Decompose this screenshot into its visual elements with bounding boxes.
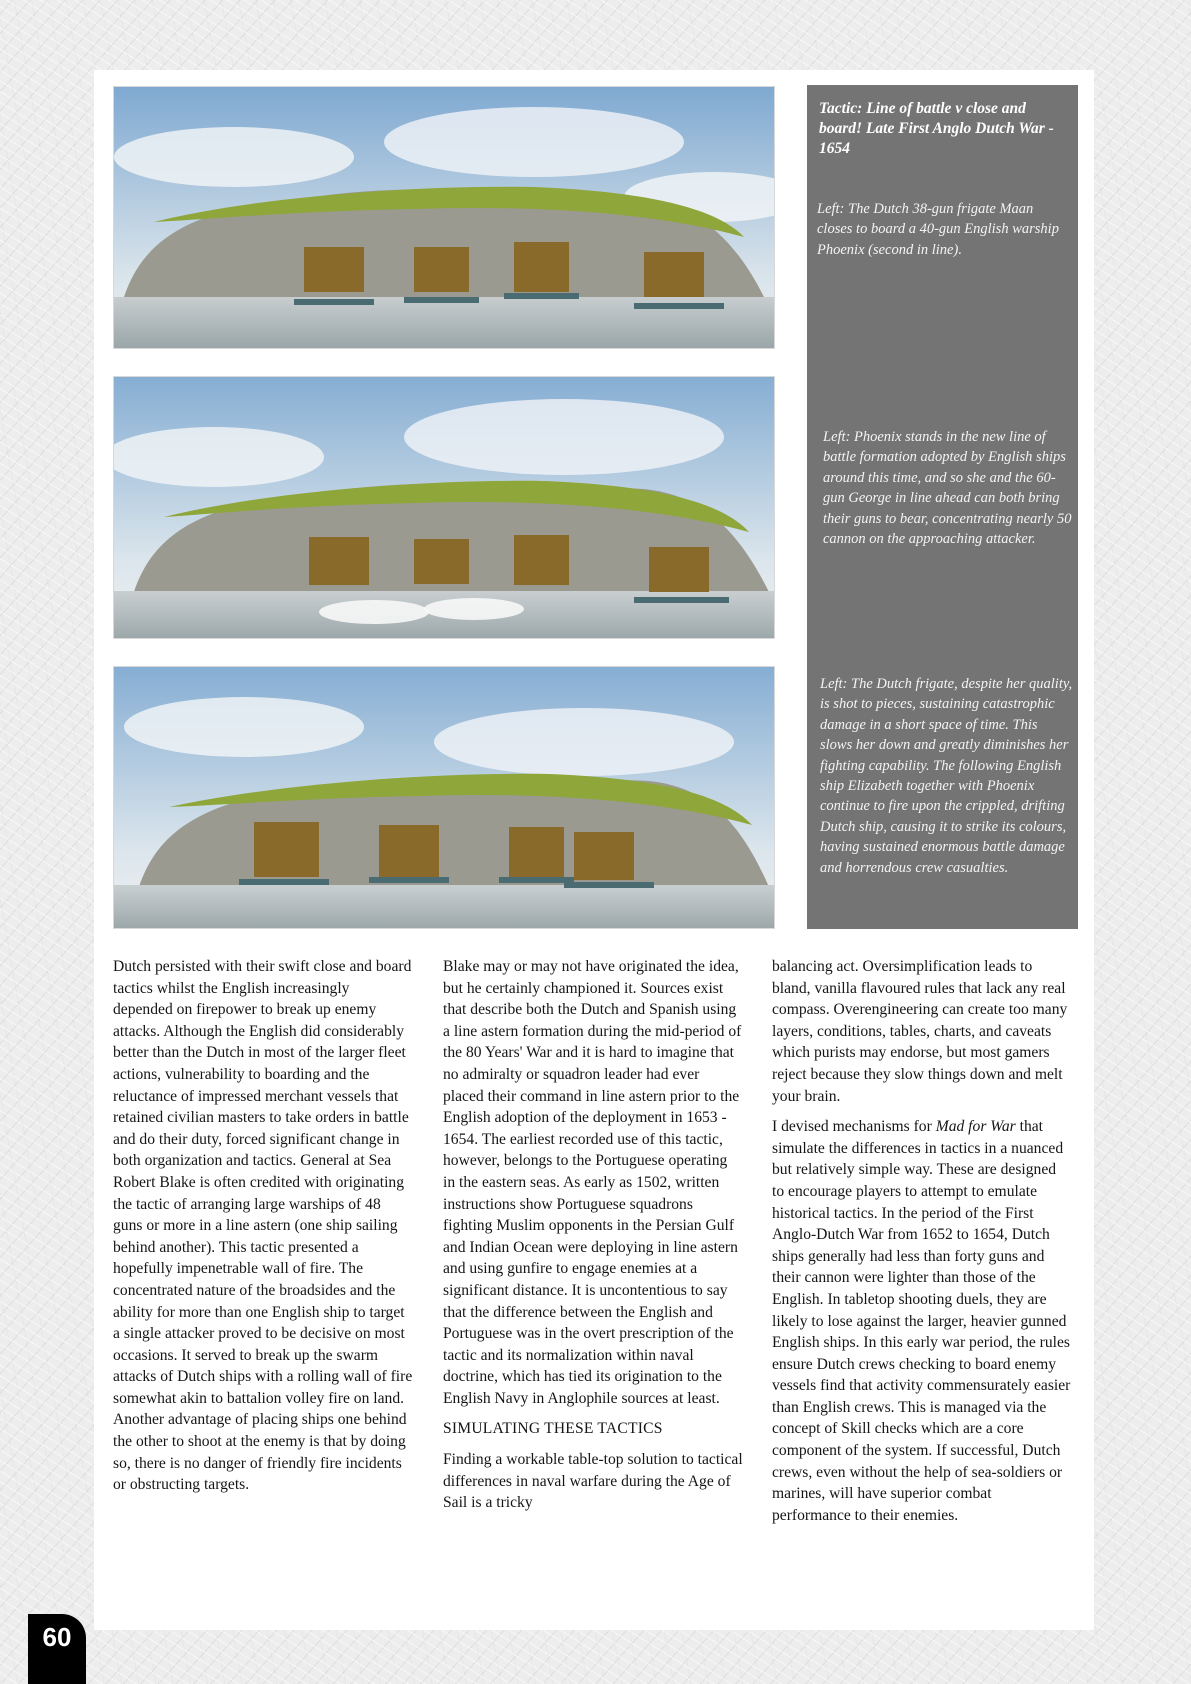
article-paragraph: Blake may or may not have originated the idea, but he certainly championed it. Sources exist that describe both the Dutch and Spanish using a line astern formation during the mid-period of the 80 Years' War and it is hard to imagine that no admiralty or squadron leader had ever placed their command in line astern prior to the English adoption of the deployment in 1653 - 1654. The earliest recorded use of this tactic, however, belongs to the Portuguese operating in the eastern seas. As early as 1502, written instructions show Portuguese squadrons fighting Muslim opponents in the Persian Gulf and Indian Ocean were deploying in line astern and using gunfire to engage enemies at a significant distance. It is uncontentious to say that the difference between the English and Portuguese was in the overt prescription of the tactic and its normalization within naval doctrine, which has tied its origination to the English Navy in Anglophile sources at least. [443,958,742,1407]
article-column-1 [113,956,413,1505]
article-paragraph [772,1116,1072,1526]
article-text: I devised mechanisms for [772,1118,936,1136]
section-heading: SIMULATING THESE TACTICS [443,1420,663,1438]
article-column-2 [443,956,743,1523]
photo-ships-approach [113,86,775,349]
caption-2: Left: Phoenix stands in the new line of battle formation adopted by English ships around this time, and so she and the 60-gun George in line ahead can both bring their guns to bear, concentrating nearly 50 cannon on the approaching attacker. [823,429,1072,548]
photo-ships-approach-image [114,87,774,348]
page-number-tab [28,1614,86,1684]
caption-3: Left: The Dutch frigate, despite her quality, is shot to pieces, sustaining catastrophic damage in a short space of time. This slows her down and greatly diminishes her fighting capability. The following English ship Elizabeth together with Phoenix continue to fire upon the crippled, drifting Dutch ship, causing it to strike its colours, having sustained enormous battle damage and horrendous crew casualties. [820,676,1073,876]
caption-1: Left: The Dutch 38-gun frigate Maan closes to board a 40-gun English warship Phoenix (second in line). [817,201,1059,258]
article-text: that simulate the differences in tactics in a nuanced but relatively simple way. These are designed to encourage players to attempt to emulate historical tactics. In the period of the First Anglo-Dutch War from 1652 to 1654, Dutch ships generally had less than forty guns and their cannon were lighter than those of the English. In tabletop shooting duels, they are likely to lose against the larger, heavier gunned English ships. In this early war period, the rules ensure Dutch crews checking to board enemy vessels find that activity commensurately easier than English crews. This is managed via the concept of Skill checks which are a core component of the system. If successful, Dutch crews, even without the help of sea-soldiers or marines, will have superior combat performance to their enemies. [772,1118,1071,1524]
article-paragraph: balancing act. Oversimplification leads to bland, vanilla flavoured rules that lack any real compass. Overengineering can create too many layers, conditions, tables, charts, and caveats which purists may endorse, but most gamers reject because they slow things down and melt your brain. [772,958,1068,1105]
article-column-3 [772,956,1072,1535]
game-title: Mad for War [935,1118,1016,1136]
photo-dutch-frigate-crippled [113,666,775,929]
photo-dutch-frigate-crippled-image [114,667,774,928]
tactic-title: Tactic: Line of battle v close and board! Late First Anglo Dutch War - 1654 [819,100,1054,157]
photo-line-of-battle [113,376,775,639]
article-paragraph: Finding a workable table-top solution to tactical differences in naval warfare during the Age of Sail is a tricky [443,1451,743,1512]
photo-line-of-battle-image [114,377,774,638]
page-number: 60 [42,1622,72,1652]
article-paragraph: Dutch persisted with their swift close and board tactics whilst the English increasingly depended on firepower to break up enemy attacks. Although the English did considerably better than the Dutch in most of the larger fleet actions, vulnerability to boarding and the reluctance of impressed merchant vessels that retained civilian masters to take orders in battle and do their duty, forced significant change in both organization and tactics. General at Sea Robert Blake is often credited with originating the tactic of arranging large warships of 48 guns or more in a line astern (one ship sailing behind another). This tactic presented a hopefully impenetrable wall of fire. The concentrated nature of the broadsides and the ability for more than one English ship to target a single attacker proved to be decisive on most occasions. It served to break up the swarm attacks of Dutch ships with a rolling wall of fire somewhat akin to battalion volley fire on land. Another advantage of placing ships one behind the other to shoot at the enemy is that by doing so, there is no danger of friendly fire incidents or obstructing targets. [113,958,413,1494]
